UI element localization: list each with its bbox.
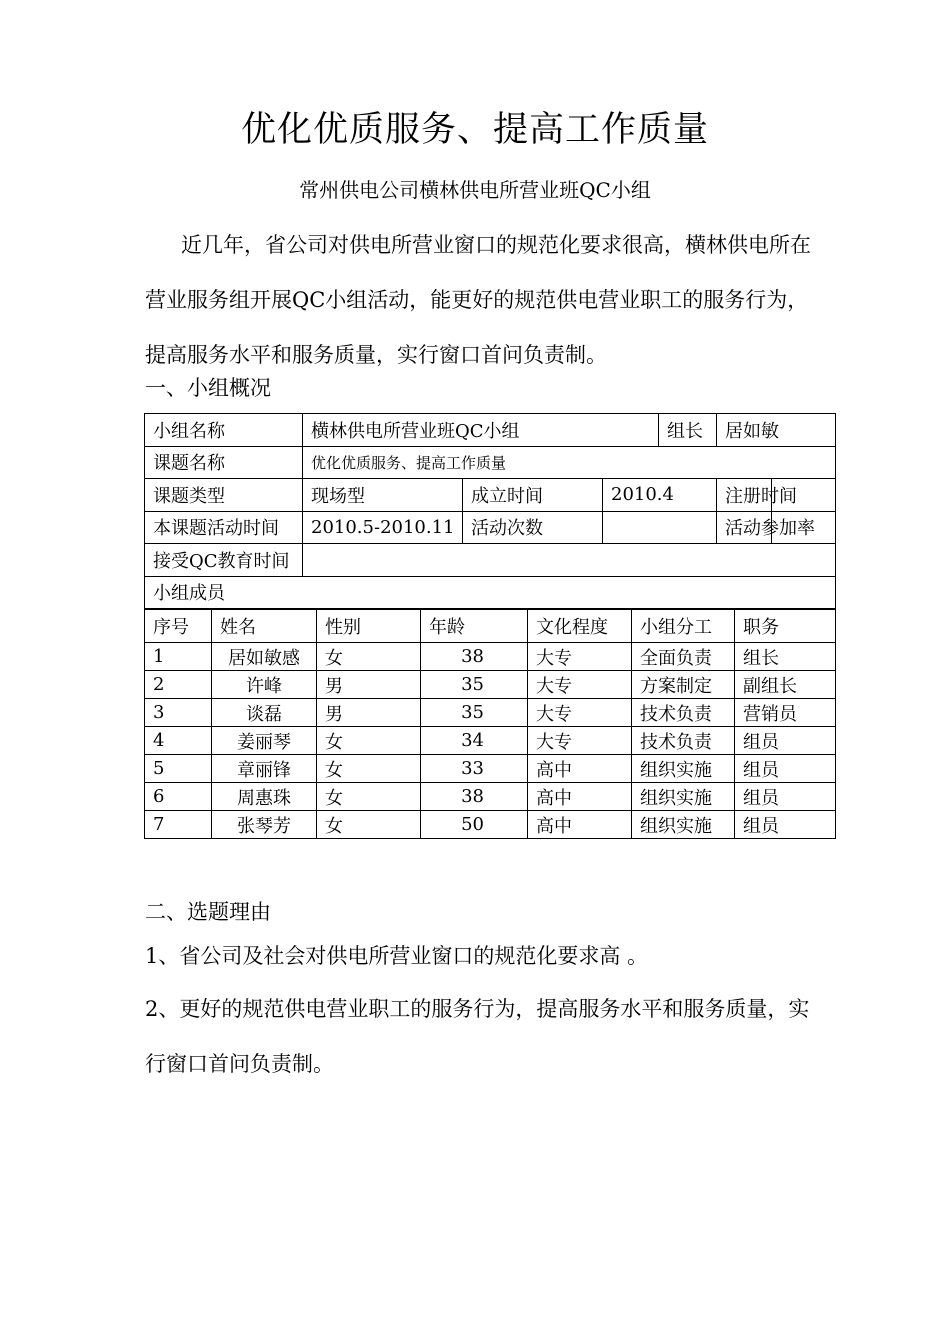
document-title: 优化优质服务、提高工作质量 bbox=[240, 110, 709, 150]
members-label: 小组成员 bbox=[145, 576, 836, 609]
group-info-table bbox=[144, 413, 836, 609]
group-name-label: 小组名称 bbox=[145, 414, 303, 447]
topic-type-label: 课题类型 bbox=[145, 479, 303, 512]
table-row bbox=[145, 755, 836, 783]
table-row bbox=[145, 643, 836, 671]
document-subtitle: 常州供电公司横林供电所营业班QC小组 bbox=[299, 178, 651, 202]
member-name: 许峰 bbox=[212, 671, 317, 699]
table-row bbox=[145, 727, 836, 755]
member-gender: 女 bbox=[317, 643, 421, 671]
member-role: 组织实施 bbox=[632, 755, 735, 783]
activity-count-value bbox=[603, 511, 717, 544]
group-name-value: 横林供电所营业班QC小组 bbox=[303, 414, 659, 447]
member-age: 34 bbox=[421, 727, 528, 755]
reason-1: 1、省公司及社会对供电所营业窗口的规范化要求高 。 bbox=[145, 944, 649, 968]
member-position: 营销员 bbox=[735, 699, 836, 727]
member-education: 高中 bbox=[528, 783, 632, 811]
member-role: 技术负责 bbox=[632, 727, 735, 755]
member-education: 大专 bbox=[528, 699, 632, 727]
table-row bbox=[145, 699, 836, 727]
activity-time-value: 2010.5-2010.11 bbox=[303, 511, 463, 544]
member-name: 张琴芳 bbox=[212, 811, 317, 839]
member-education: 大专 bbox=[528, 671, 632, 699]
header-index: 序号 bbox=[145, 610, 212, 643]
member-education: 大专 bbox=[528, 727, 632, 755]
intro-paragraph: 近几年，省公司对供电所营业窗口的规范化要求很高，横林供电所在营业服务组开展QC小组活动，能更好的规范供电营业职工的服务行为，提高服务水平和服务质量，实行窗口首问负责制。 bbox=[145, 233, 811, 367]
section-heading-overview: 一、小组概况 bbox=[145, 376, 271, 400]
member-gender: 女 bbox=[317, 811, 421, 839]
member-gender: 男 bbox=[317, 671, 421, 699]
member-position: 组员 bbox=[735, 755, 836, 783]
member-position: 组员 bbox=[735, 783, 836, 811]
member-position: 副组长 bbox=[735, 671, 836, 699]
member-education: 大专 bbox=[528, 643, 632, 671]
member-name: 章丽锋 bbox=[212, 755, 317, 783]
member-role: 组织实施 bbox=[632, 811, 735, 839]
header-education: 文化程度 bbox=[528, 610, 632, 643]
member-name: 姜丽琴 bbox=[212, 727, 317, 755]
member-index: 6 bbox=[145, 783, 212, 811]
founded-value: 2010.4 bbox=[603, 479, 717, 512]
members-header-row bbox=[145, 610, 836, 643]
member-education: 高中 bbox=[528, 755, 632, 783]
header-role: 小组分工 bbox=[632, 610, 735, 643]
member-position: 组员 bbox=[735, 811, 836, 839]
table-row bbox=[145, 783, 836, 811]
member-age: 50 bbox=[421, 811, 528, 839]
leader-label: 组长 bbox=[659, 414, 717, 447]
member-index: 2 bbox=[145, 671, 212, 699]
table-row bbox=[145, 671, 836, 699]
registered-label: 注册时间 bbox=[717, 479, 772, 512]
member-index: 3 bbox=[145, 699, 212, 727]
member-name: 居如敏感 bbox=[212, 643, 317, 671]
topic-type-value: 现场型 bbox=[303, 479, 463, 512]
member-age: 38 bbox=[421, 783, 528, 811]
topic-name-value: 优化优质服务、提高工作质量 bbox=[303, 446, 836, 479]
member-age: 38 bbox=[421, 643, 528, 671]
qc-education-value bbox=[303, 544, 836, 577]
founded-label: 成立时间 bbox=[463, 479, 603, 512]
members-table bbox=[144, 609, 836, 839]
activity-time-label: 本课题活动时间 bbox=[145, 511, 303, 544]
member-gender: 女 bbox=[317, 755, 421, 783]
member-name: 谈磊 bbox=[212, 699, 317, 727]
member-gender: 女 bbox=[317, 727, 421, 755]
member-index: 5 bbox=[145, 755, 212, 783]
member-gender: 女 bbox=[317, 783, 421, 811]
reason-2: 2、更好的规范供电营业职工的服务行为，提高服务水平和服务质量，实行窗口首问负责制。 bbox=[145, 997, 810, 1076]
leader-value: 居如敏 bbox=[717, 414, 836, 447]
member-age: 35 bbox=[421, 671, 528, 699]
table-row bbox=[145, 811, 836, 839]
member-age: 35 bbox=[421, 699, 528, 727]
member-name: 周惠珠 bbox=[212, 783, 317, 811]
member-index: 4 bbox=[145, 727, 212, 755]
member-role: 方案制定 bbox=[632, 671, 735, 699]
member-position: 组长 bbox=[735, 643, 836, 671]
member-position: 组员 bbox=[735, 727, 836, 755]
qc-education-label: 接受QC教育时间 bbox=[145, 544, 303, 577]
activity-count-label: 活动次数 bbox=[463, 511, 603, 544]
member-age: 33 bbox=[421, 755, 528, 783]
header-position: 职务 bbox=[735, 610, 836, 643]
topic-name-label: 课题名称 bbox=[145, 446, 303, 479]
member-gender: 男 bbox=[317, 699, 421, 727]
section-heading-reasons: 二、选题理由 bbox=[145, 900, 271, 924]
member-education: 高中 bbox=[528, 811, 632, 839]
member-role: 技术负责 bbox=[632, 699, 735, 727]
member-role: 组织实施 bbox=[632, 783, 735, 811]
member-role: 全面负责 bbox=[632, 643, 735, 671]
member-index: 1 bbox=[145, 643, 212, 671]
header-name: 姓名 bbox=[212, 610, 317, 643]
member-index: 7 bbox=[145, 811, 212, 839]
participation-label: 活动参加率 bbox=[717, 511, 772, 544]
header-gender: 性别 bbox=[317, 610, 421, 643]
header-age: 年龄 bbox=[421, 610, 528, 643]
